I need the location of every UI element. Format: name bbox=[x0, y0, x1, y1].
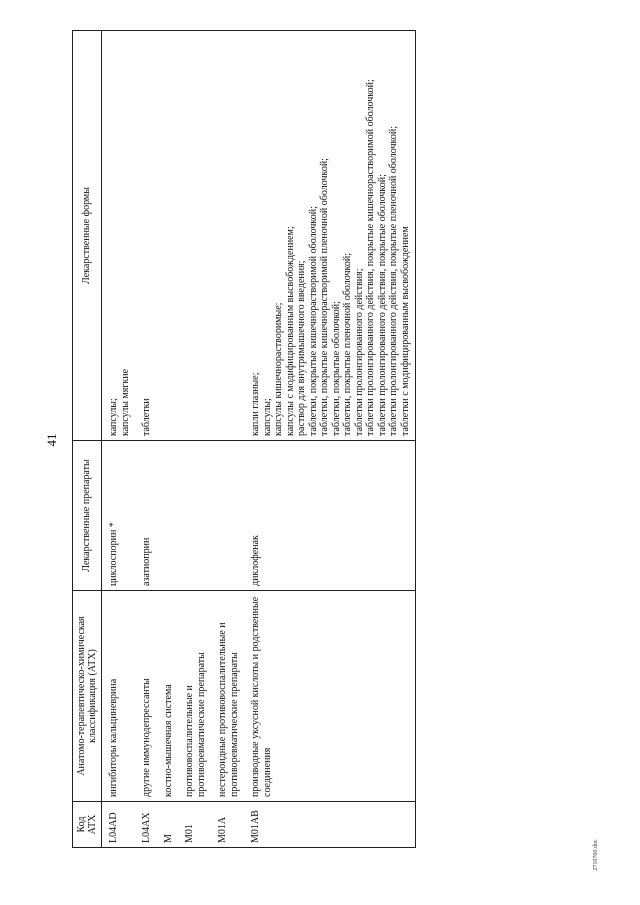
page-number: 41 bbox=[44, 433, 59, 447]
cell-code: M bbox=[157, 802, 179, 848]
table-row bbox=[135, 31, 157, 848]
cell-drug bbox=[157, 441, 179, 591]
header-atc: Анатомо-терапевтическо-химическая классификация (АТХ) bbox=[73, 591, 102, 802]
cell-atc: производные уксусной кислоты и родственные соединения bbox=[244, 591, 416, 802]
table-body bbox=[102, 31, 416, 848]
form-item: таблетки bbox=[141, 398, 152, 436]
cell-forms bbox=[244, 31, 416, 441]
table-row bbox=[102, 31, 136, 848]
forms-list bbox=[108, 35, 131, 436]
table-row bbox=[178, 31, 211, 848]
header-drugs: Лекарственные препараты bbox=[73, 441, 102, 591]
cell-drug bbox=[211, 441, 244, 591]
header-code: Код АТХ bbox=[73, 802, 102, 848]
cell-forms bbox=[178, 31, 211, 441]
forms-list bbox=[141, 35, 153, 436]
table-row bbox=[157, 31, 179, 848]
cell-code: M01AB bbox=[244, 802, 416, 848]
form-item: таблетки пролонгированного действия, покрытые кишечнорастворимой оболочкой; bbox=[365, 79, 376, 436]
form-item: капсулы; bbox=[261, 398, 273, 436]
table-row bbox=[211, 31, 244, 848]
form-item: таблетки, покрытые кишечнорастворимой оболочкой; bbox=[307, 206, 319, 436]
cell-atc: другие иммунодепрессанты bbox=[135, 591, 157, 802]
cell-forms bbox=[135, 31, 157, 441]
form-item: раствор для внутримышечного введения; bbox=[296, 260, 307, 436]
header-forms: Лекарственные формы bbox=[73, 31, 102, 441]
form-item: таблетки пролонгированного действия, покрытые оболочкой; bbox=[376, 174, 388, 436]
form-item: капли глазные; bbox=[250, 372, 261, 436]
form-item: таблетки с модифицированным высвобождением bbox=[399, 226, 411, 436]
rotated-page bbox=[72, 30, 586, 848]
form-item: таблетки, покрытые оболочкой; bbox=[330, 301, 342, 436]
file-name: 2710760.doc bbox=[593, 839, 599, 871]
cell-drug: диклофенак bbox=[244, 441, 416, 591]
form-item: таблетки, покрытые пленочной оболочкой; bbox=[342, 252, 353, 436]
form-item: капсулы кишечнорастворимые; bbox=[273, 302, 284, 436]
drug-table bbox=[72, 30, 416, 848]
cell-atc: костно-мышечная система bbox=[157, 591, 179, 802]
form-item: таблетки, покрытые кишечнорастворимой пленочной оболочкой; bbox=[319, 158, 330, 436]
form-item: капсулы с модифицированным высвобождением; bbox=[284, 226, 296, 436]
cell-code: M01 bbox=[178, 802, 211, 848]
cell-atc: противовоспалительные и противоревматические препараты bbox=[178, 591, 211, 802]
form-item: таблетки пролонгированного действия, покрытые пленочной оболочкой; bbox=[388, 126, 399, 436]
cell-code: L04AD bbox=[102, 802, 136, 848]
cell-drug bbox=[178, 441, 211, 591]
form-item: капсулы мягкие bbox=[119, 368, 131, 436]
cell-code: M01A bbox=[211, 802, 244, 848]
cell-forms bbox=[157, 31, 179, 441]
cell-code: L04AX bbox=[135, 802, 157, 848]
cell-atc: ингибиторы кальциневрина bbox=[102, 591, 136, 802]
table-header-row bbox=[73, 31, 102, 848]
cell-forms bbox=[102, 31, 136, 441]
table-row bbox=[244, 31, 416, 848]
form-item: капсулы; bbox=[108, 398, 119, 436]
cell-forms bbox=[211, 31, 244, 441]
form-item: таблетки пролонгированного действия; bbox=[353, 268, 365, 436]
cell-drug: циклоспорин * bbox=[102, 441, 136, 591]
cell-atc: нестероидные противовоспалительные и противоревматические препараты bbox=[211, 591, 244, 802]
forms-list bbox=[250, 35, 411, 436]
cell-drug: азатиоприн bbox=[135, 441, 157, 591]
